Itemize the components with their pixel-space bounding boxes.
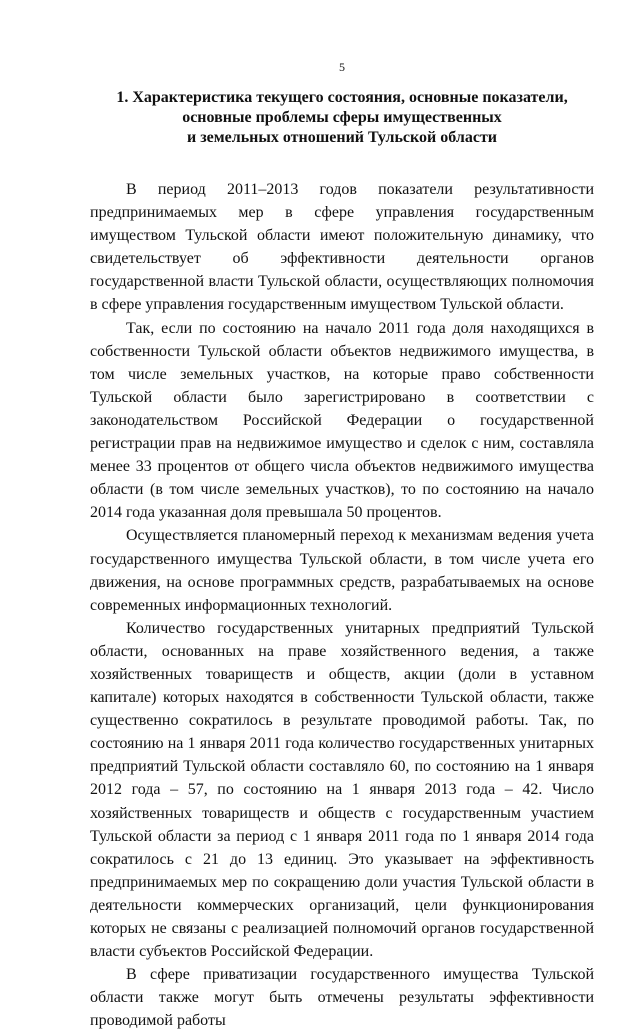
heading-line: 1. Характеристика текущего состояния, основные показатели,: [116, 89, 568, 106]
heading-line: основные проблемы сферы имущественных: [182, 109, 502, 126]
page-number: 5: [339, 60, 345, 74]
document-body: [90, 178, 594, 1032]
paragraph: В сфере приватизации государственного имущества Тульской области также могут быть отмечены результаты эффективности проводимой работы: [90, 966, 594, 1030]
paragraph: В период 2011–2013 годов показатели результативности предпринимаемых мер в сфере управления государственным имуществом Тульской области имеют положительную динамику, что свидетельствует об эффективности деятельности органов государственной власти Тульской области, осуществляющих полномочия в сфере управления государственным имуществом Тульской области.: [90, 181, 594, 314]
paragraph: Так, если по состоянию на начало 2011 года доля находящихся в собственности Тульской области объектов недвижимого имущества, в том числе земельных участков, на которые право собственности Тульской области было зарегистрировано в соответствии с законодательством Российской Федерации о государственной регистрации прав на недвижимое имущество и сделок с ним, составляла менее 33 процентов от общего числа объектов недвижимого имущества области (в том числе земельных участков), то по состоянию на начало 2014 года указанная доля превышала 50 процентов.: [90, 319, 594, 522]
heading-line: и земельных отношений Тульской области: [186, 129, 498, 146]
paragraph: Количество государственных унитарных предприятий Тульской области, основанных на праве хозяйственного ведения, а также хозяйственных товариществ и обществ, акции (доли в уставном капитале) которых находятся в собственности Тульской области, также существенно сократилось в результате проводимой работы. Так, по состоянию на 1 января 2011 года количество государственных унитарных предприятий Тульской области составляло 60, по состоянию на 1 января 2012 года – 57, по состоянию на 1 января 2013 года – 42. Число хозяйственных товариществ и обществ с государственным участием Тульской области за период с 1 января 2011 года по 1 января 2014 года сократилось с 21 до 13 единиц. Это указывает на эффективность предпринимаемых мер по сокращению доли участия Тульской области в деятельности коммерческих организаций, цели функционирования которых не связаны с реализацией полномочий органов государственной власти субъектов Российской Федерации.: [90, 619, 594, 961]
section-heading: [90, 88, 594, 148]
paragraph: Осуществляется планомерный переход к механизмам ведения учета государственного имущества Тульской области, в том числе учета его движения, на основе программных средств, разрабатываемых на основе современных информационных технологий.: [90, 527, 594, 614]
